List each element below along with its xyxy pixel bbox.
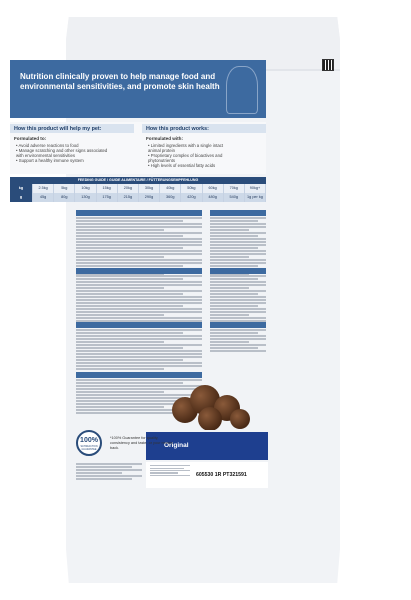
hero-banner xyxy=(10,60,266,118)
text-line xyxy=(210,299,266,301)
list-item: phytonutrients xyxy=(148,157,175,163)
table-cell: 5kg xyxy=(54,184,75,193)
text-line xyxy=(210,329,266,331)
language-block-header xyxy=(76,210,202,216)
table-cell: kg xyxy=(10,184,33,193)
list-item: animal protein xyxy=(148,147,175,153)
table-cell: 540g xyxy=(224,193,245,202)
table-cell: 15kg xyxy=(97,184,118,193)
feeding-weights-row xyxy=(10,184,266,193)
language-block xyxy=(76,322,202,370)
text-line xyxy=(210,265,258,267)
table-cell: 45g xyxy=(33,193,54,202)
language-block-header xyxy=(210,210,266,216)
text-line xyxy=(210,305,258,307)
text-line xyxy=(210,223,266,225)
text-line xyxy=(210,281,266,283)
list-item: • High levels of essential fatty acids xyxy=(148,162,216,168)
text-line xyxy=(76,368,164,370)
text-line xyxy=(210,314,249,316)
table-cell: 130g xyxy=(75,193,96,202)
table-cell: 2.5kg xyxy=(33,184,54,193)
list-item: with environmental sensitivities xyxy=(16,152,75,158)
language-block-header xyxy=(76,268,202,274)
left-column xyxy=(10,124,134,163)
text-line xyxy=(76,338,202,340)
text-line xyxy=(210,256,249,258)
text-line xyxy=(76,247,183,249)
text-line xyxy=(210,350,266,352)
text-line xyxy=(210,293,258,295)
hero-title: Nutrition clinically proven to help manage food and environmental sensitivities, and promote skin health xyxy=(20,72,220,91)
text-line xyxy=(76,469,142,471)
list-item: • Proprietary complex of bioactives and xyxy=(148,152,223,158)
text-line xyxy=(76,244,202,246)
text-line xyxy=(150,475,190,476)
qr-code-icon xyxy=(322,59,334,71)
text-line xyxy=(76,362,202,364)
table-cell: 175g xyxy=(97,193,118,202)
text-line xyxy=(210,287,249,289)
text-line xyxy=(210,217,266,219)
text-line xyxy=(210,262,266,264)
table-cell: 20kg xyxy=(118,184,139,193)
text-line xyxy=(76,220,183,222)
text-line xyxy=(76,299,202,301)
text-line xyxy=(210,341,249,343)
text-line xyxy=(76,311,202,313)
text-line xyxy=(76,347,183,349)
badge-percent: 100% xyxy=(80,437,98,444)
text-line xyxy=(76,265,183,267)
right-column xyxy=(142,124,266,168)
text-line xyxy=(76,290,202,292)
list-item: • Manage scratching and other signs associated xyxy=(16,147,108,153)
text-line xyxy=(76,278,183,280)
feeding-guide xyxy=(10,177,266,207)
right-column-subheading: Formulated with: xyxy=(146,136,184,141)
text-line xyxy=(210,275,266,277)
text-line xyxy=(150,465,190,466)
text-line xyxy=(210,308,266,310)
text-line xyxy=(210,278,258,280)
text-line xyxy=(76,296,202,298)
text-line xyxy=(210,259,266,261)
text-line xyxy=(76,293,183,295)
text-line xyxy=(76,317,202,319)
table-cell: 420g xyxy=(181,193,202,202)
text-line xyxy=(210,311,266,313)
variant-label: Original xyxy=(164,442,189,449)
text-line xyxy=(76,275,202,277)
text-line xyxy=(210,302,266,304)
kibble-piece xyxy=(198,407,222,430)
benefits-panel xyxy=(10,122,266,174)
product-code: 605530 1R PT321591 xyxy=(196,472,247,478)
table-cell: 50kg xyxy=(181,184,202,193)
text-line xyxy=(76,232,202,234)
table-cell: 40kg xyxy=(160,184,181,193)
list-item: • Avoid adverse reactions to food xyxy=(16,142,79,148)
language-block xyxy=(210,210,266,276)
table-cell: 215g xyxy=(118,193,139,202)
text-line xyxy=(76,287,164,289)
text-line xyxy=(76,241,202,243)
text-line xyxy=(76,466,132,468)
text-line xyxy=(76,475,142,477)
language-block xyxy=(210,322,266,352)
text-line xyxy=(76,235,183,237)
text-line xyxy=(210,226,266,228)
table-cell: 1g per kg xyxy=(245,193,266,202)
language-block-header xyxy=(210,322,266,328)
text-line xyxy=(76,350,202,352)
text-line xyxy=(76,329,202,331)
text-line xyxy=(210,296,266,298)
text-line xyxy=(210,229,249,231)
kibble-photo xyxy=(148,375,268,430)
fine-print xyxy=(150,464,190,476)
text-line xyxy=(76,314,164,316)
text-line xyxy=(76,359,183,361)
table-cell: 70kg xyxy=(224,184,245,193)
text-line xyxy=(76,478,132,480)
text-line xyxy=(76,284,202,286)
list-item: • Limited ingredients with a single intact xyxy=(148,142,224,148)
text-line xyxy=(76,262,202,264)
text-line xyxy=(76,308,202,310)
text-line xyxy=(210,244,266,246)
text-line xyxy=(150,472,178,473)
text-line xyxy=(210,241,266,243)
text-line xyxy=(76,341,164,343)
text-line xyxy=(76,253,202,255)
text-line xyxy=(210,347,258,349)
table-cell: 60kg xyxy=(203,184,224,193)
text-line xyxy=(76,256,164,258)
text-line xyxy=(210,335,266,337)
text-line xyxy=(210,344,266,346)
text-line xyxy=(76,332,183,334)
table-cell: 290g xyxy=(139,193,160,202)
text-line xyxy=(76,356,202,358)
text-line xyxy=(76,226,202,228)
text-line xyxy=(210,238,266,240)
text-line xyxy=(210,220,258,222)
text-line xyxy=(210,290,266,292)
text-line xyxy=(76,250,202,252)
table-cell: 480g xyxy=(203,193,224,202)
kibble-piece xyxy=(230,409,250,429)
text-line xyxy=(76,223,202,225)
text-line xyxy=(76,229,164,231)
table-cell: 10kg xyxy=(75,184,96,193)
language-block-header xyxy=(210,268,266,274)
fine-print xyxy=(76,462,142,480)
text-line xyxy=(210,338,266,340)
guarantee-text: *100% Guarantee for quality, consistency and taste, or your money back. xyxy=(110,436,173,450)
text-line xyxy=(76,302,202,304)
table-cell: g xyxy=(10,193,33,202)
language-block-header xyxy=(76,322,202,328)
guarantee-badge xyxy=(76,430,102,456)
text-line xyxy=(210,253,266,255)
text-line xyxy=(76,305,183,307)
text-line xyxy=(76,281,202,283)
text-line xyxy=(76,353,202,355)
text-line xyxy=(76,365,202,367)
variant-footer xyxy=(146,462,268,488)
text-line xyxy=(76,238,202,240)
text-line xyxy=(76,217,202,219)
text-line xyxy=(210,247,258,249)
left-column-subheading: Formulated to: xyxy=(14,136,47,141)
text-line xyxy=(150,470,190,471)
language-block xyxy=(76,268,202,328)
right-column-heading: How this product works: xyxy=(142,124,266,133)
text-line xyxy=(210,317,266,319)
text-line xyxy=(76,344,202,346)
feeding-grams-row xyxy=(10,193,266,202)
text-line xyxy=(210,232,266,234)
dog-silhouette-icon xyxy=(226,66,258,114)
text-line xyxy=(76,259,202,261)
feeding-guide-title: FEEDING GUIDE / GUIDE ALIMENTAIRE / FÜTTERUNGSEMPFEHLUNG xyxy=(10,177,266,184)
text-line xyxy=(210,235,258,237)
table-cell: 360g xyxy=(160,193,181,202)
text-line xyxy=(76,463,142,465)
language-block xyxy=(210,268,266,328)
text-line xyxy=(210,284,266,286)
language-block xyxy=(76,210,202,276)
list-item: • Support a healthy immune system xyxy=(16,157,84,163)
left-column-heading: How this product will help my pet: xyxy=(10,124,134,133)
table-cell: 80g xyxy=(54,193,75,202)
table-cell: 90kg+ xyxy=(245,184,266,193)
text-line xyxy=(210,250,266,252)
badge-text: SATISFACTION GUARANTEE xyxy=(80,445,98,451)
table-cell: 30kg xyxy=(139,184,160,193)
text-line xyxy=(76,472,122,474)
text-line xyxy=(76,335,202,337)
text-line xyxy=(150,468,184,469)
text-line xyxy=(210,332,258,334)
